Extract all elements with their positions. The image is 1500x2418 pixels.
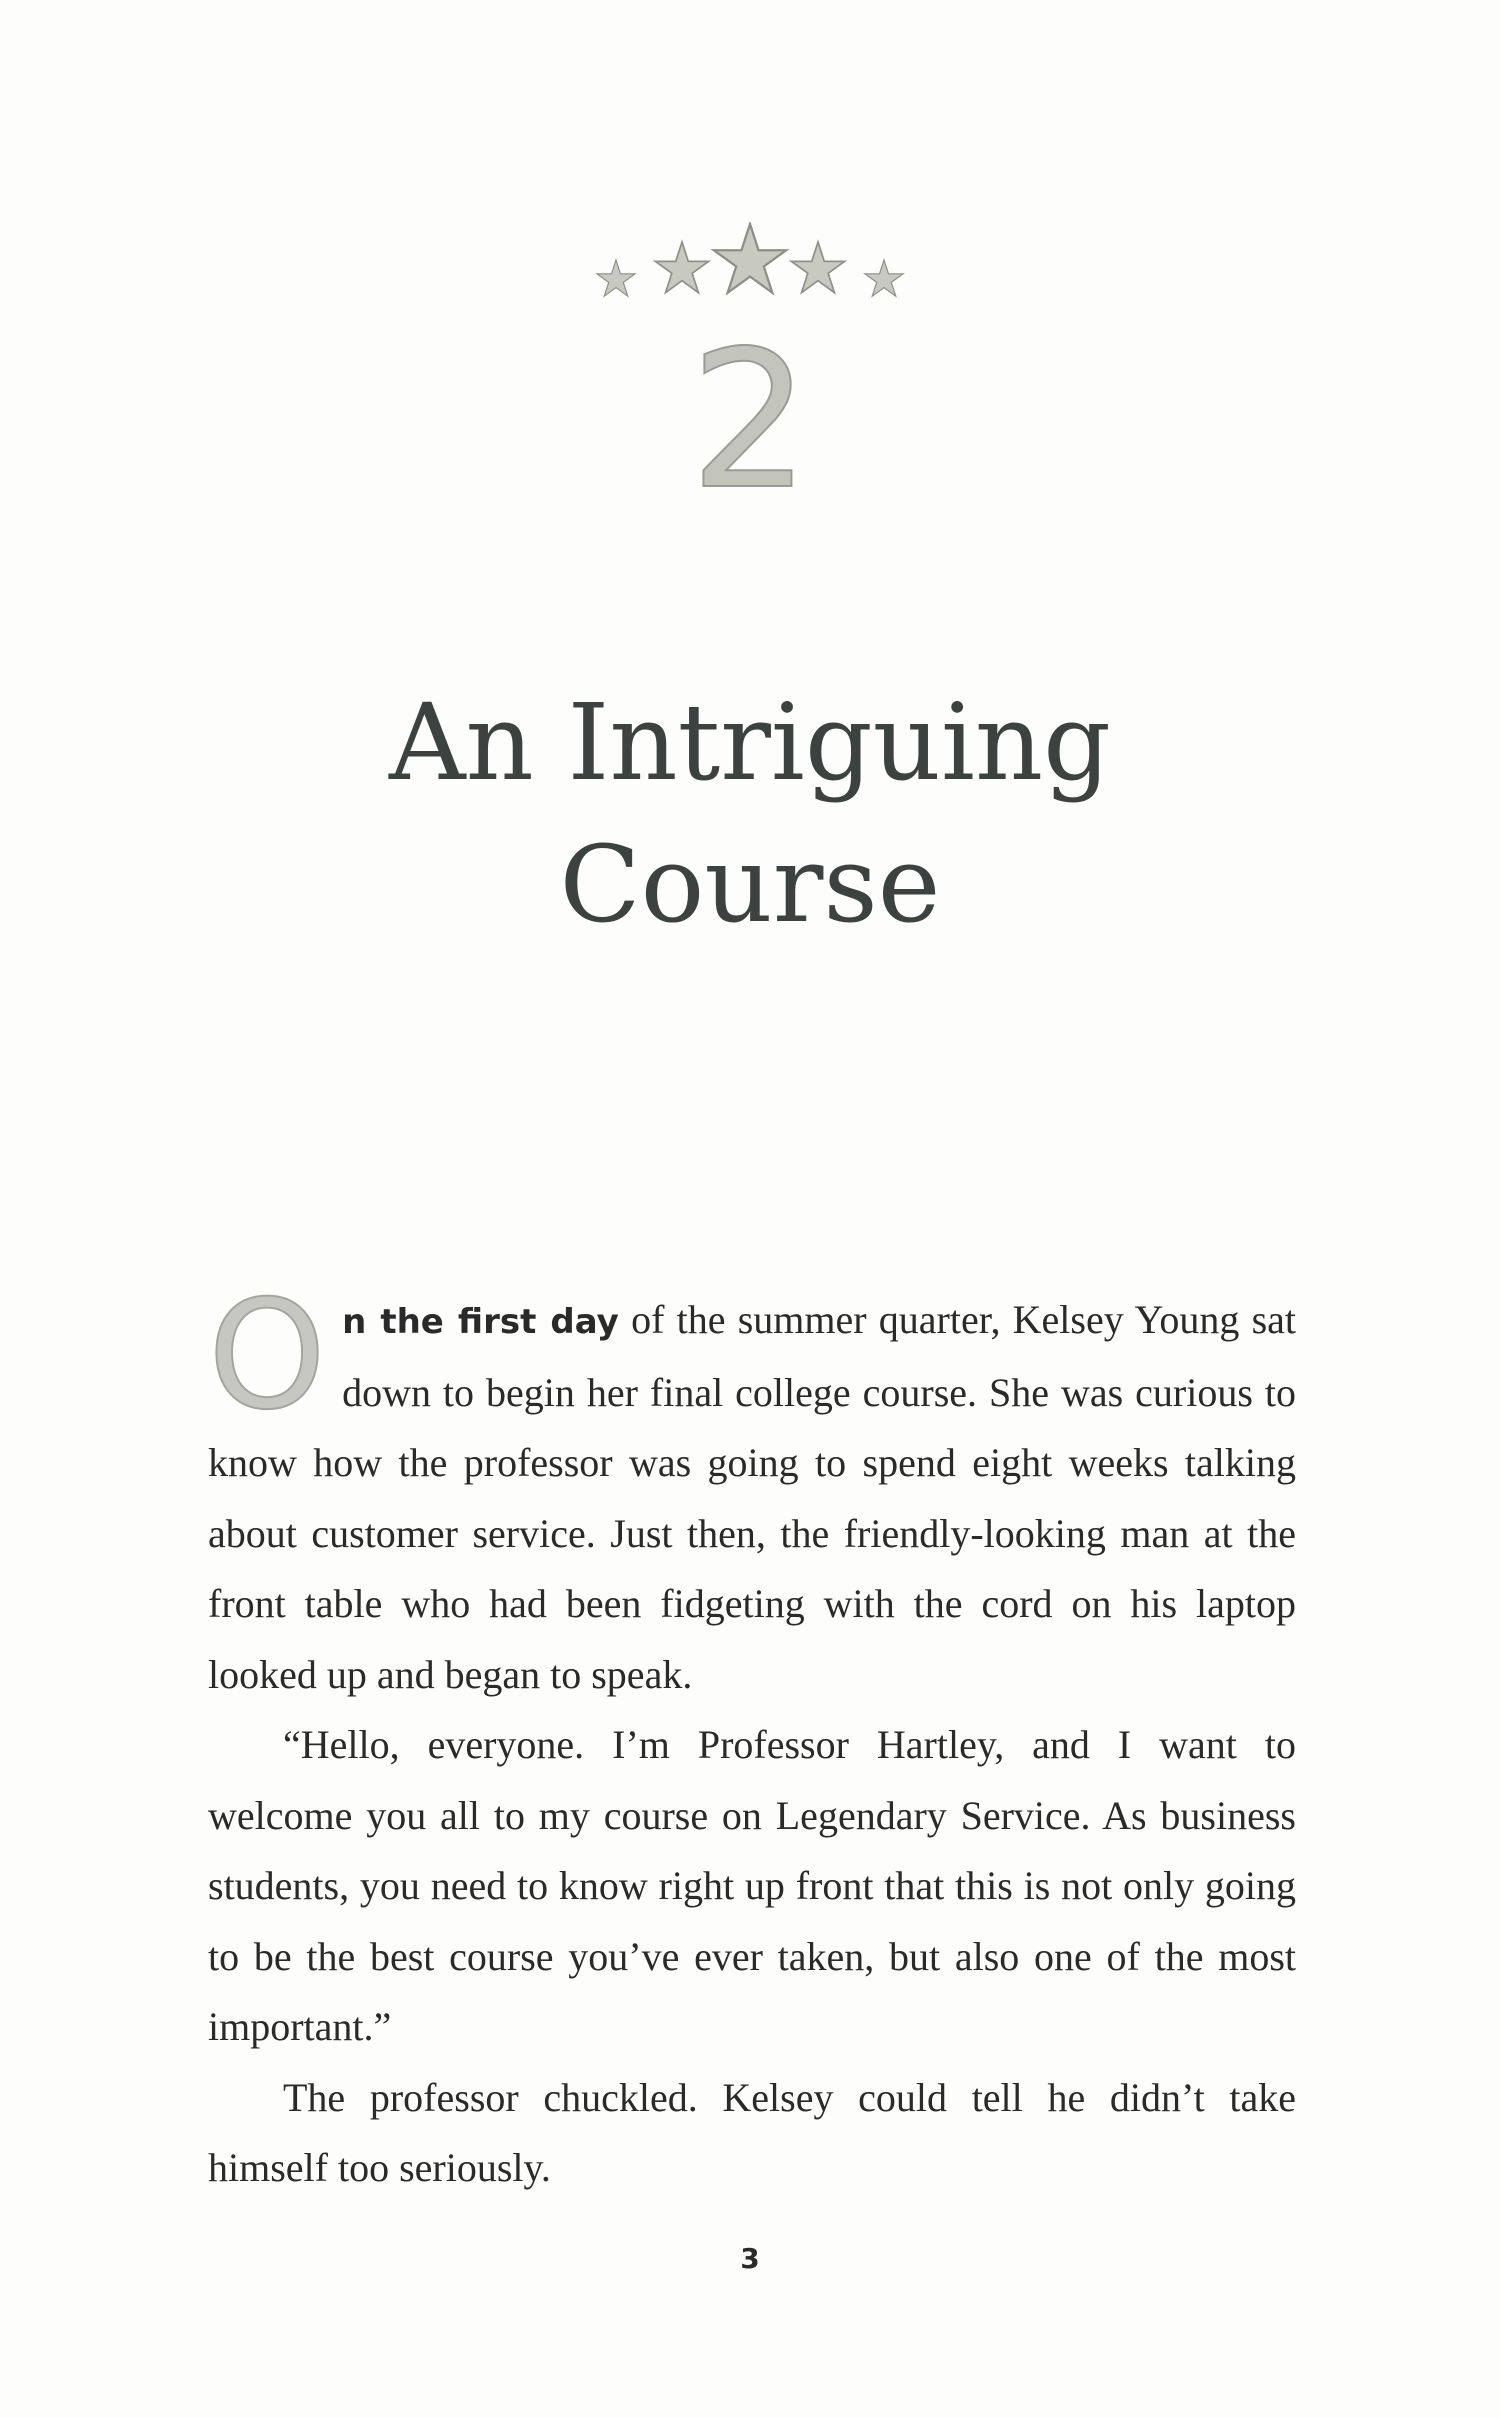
paragraph-3: The professor chuckled. Kelsey could tell he didn’t take himself too seriously.	[208, 2074, 1296, 2190]
drop-cap: O	[208, 1269, 327, 1443]
paragraph-2: “Hello, everyone. I’m Professor Hartley, and I want to welcome you all to my course on Legendary Service. As business students, you need to know right up front that this is not only going to be the best course you’ve ever taken, but also one of the most important.”	[208, 1722, 1296, 2049]
chapter-title	[0, 672, 1500, 956]
page-number: 3	[740, 2242, 760, 2275]
chapter-title-line-1: An Intriguing	[389, 681, 1111, 804]
chapter-title-line-2: Course	[559, 823, 941, 946]
five-star-ornament-icon	[590, 222, 910, 312]
paragraph-1-text: of the summer quarter, Kelsey Young sat down to begin her final college course. She was curious to know how the professor was going to spend eight weeks talking about customer service. Just then, the friendly-looking man at the front table who had been fidgeting with the cord on his laptop looked up and began to speak.	[208, 1297, 1297, 1697]
paragraph-1	[208, 1269, 1297, 1710]
chapter-number: 2	[689, 310, 811, 531]
chapter-body	[208, 1269, 1297, 2204]
lead-in: n the first day	[342, 1302, 619, 1342]
